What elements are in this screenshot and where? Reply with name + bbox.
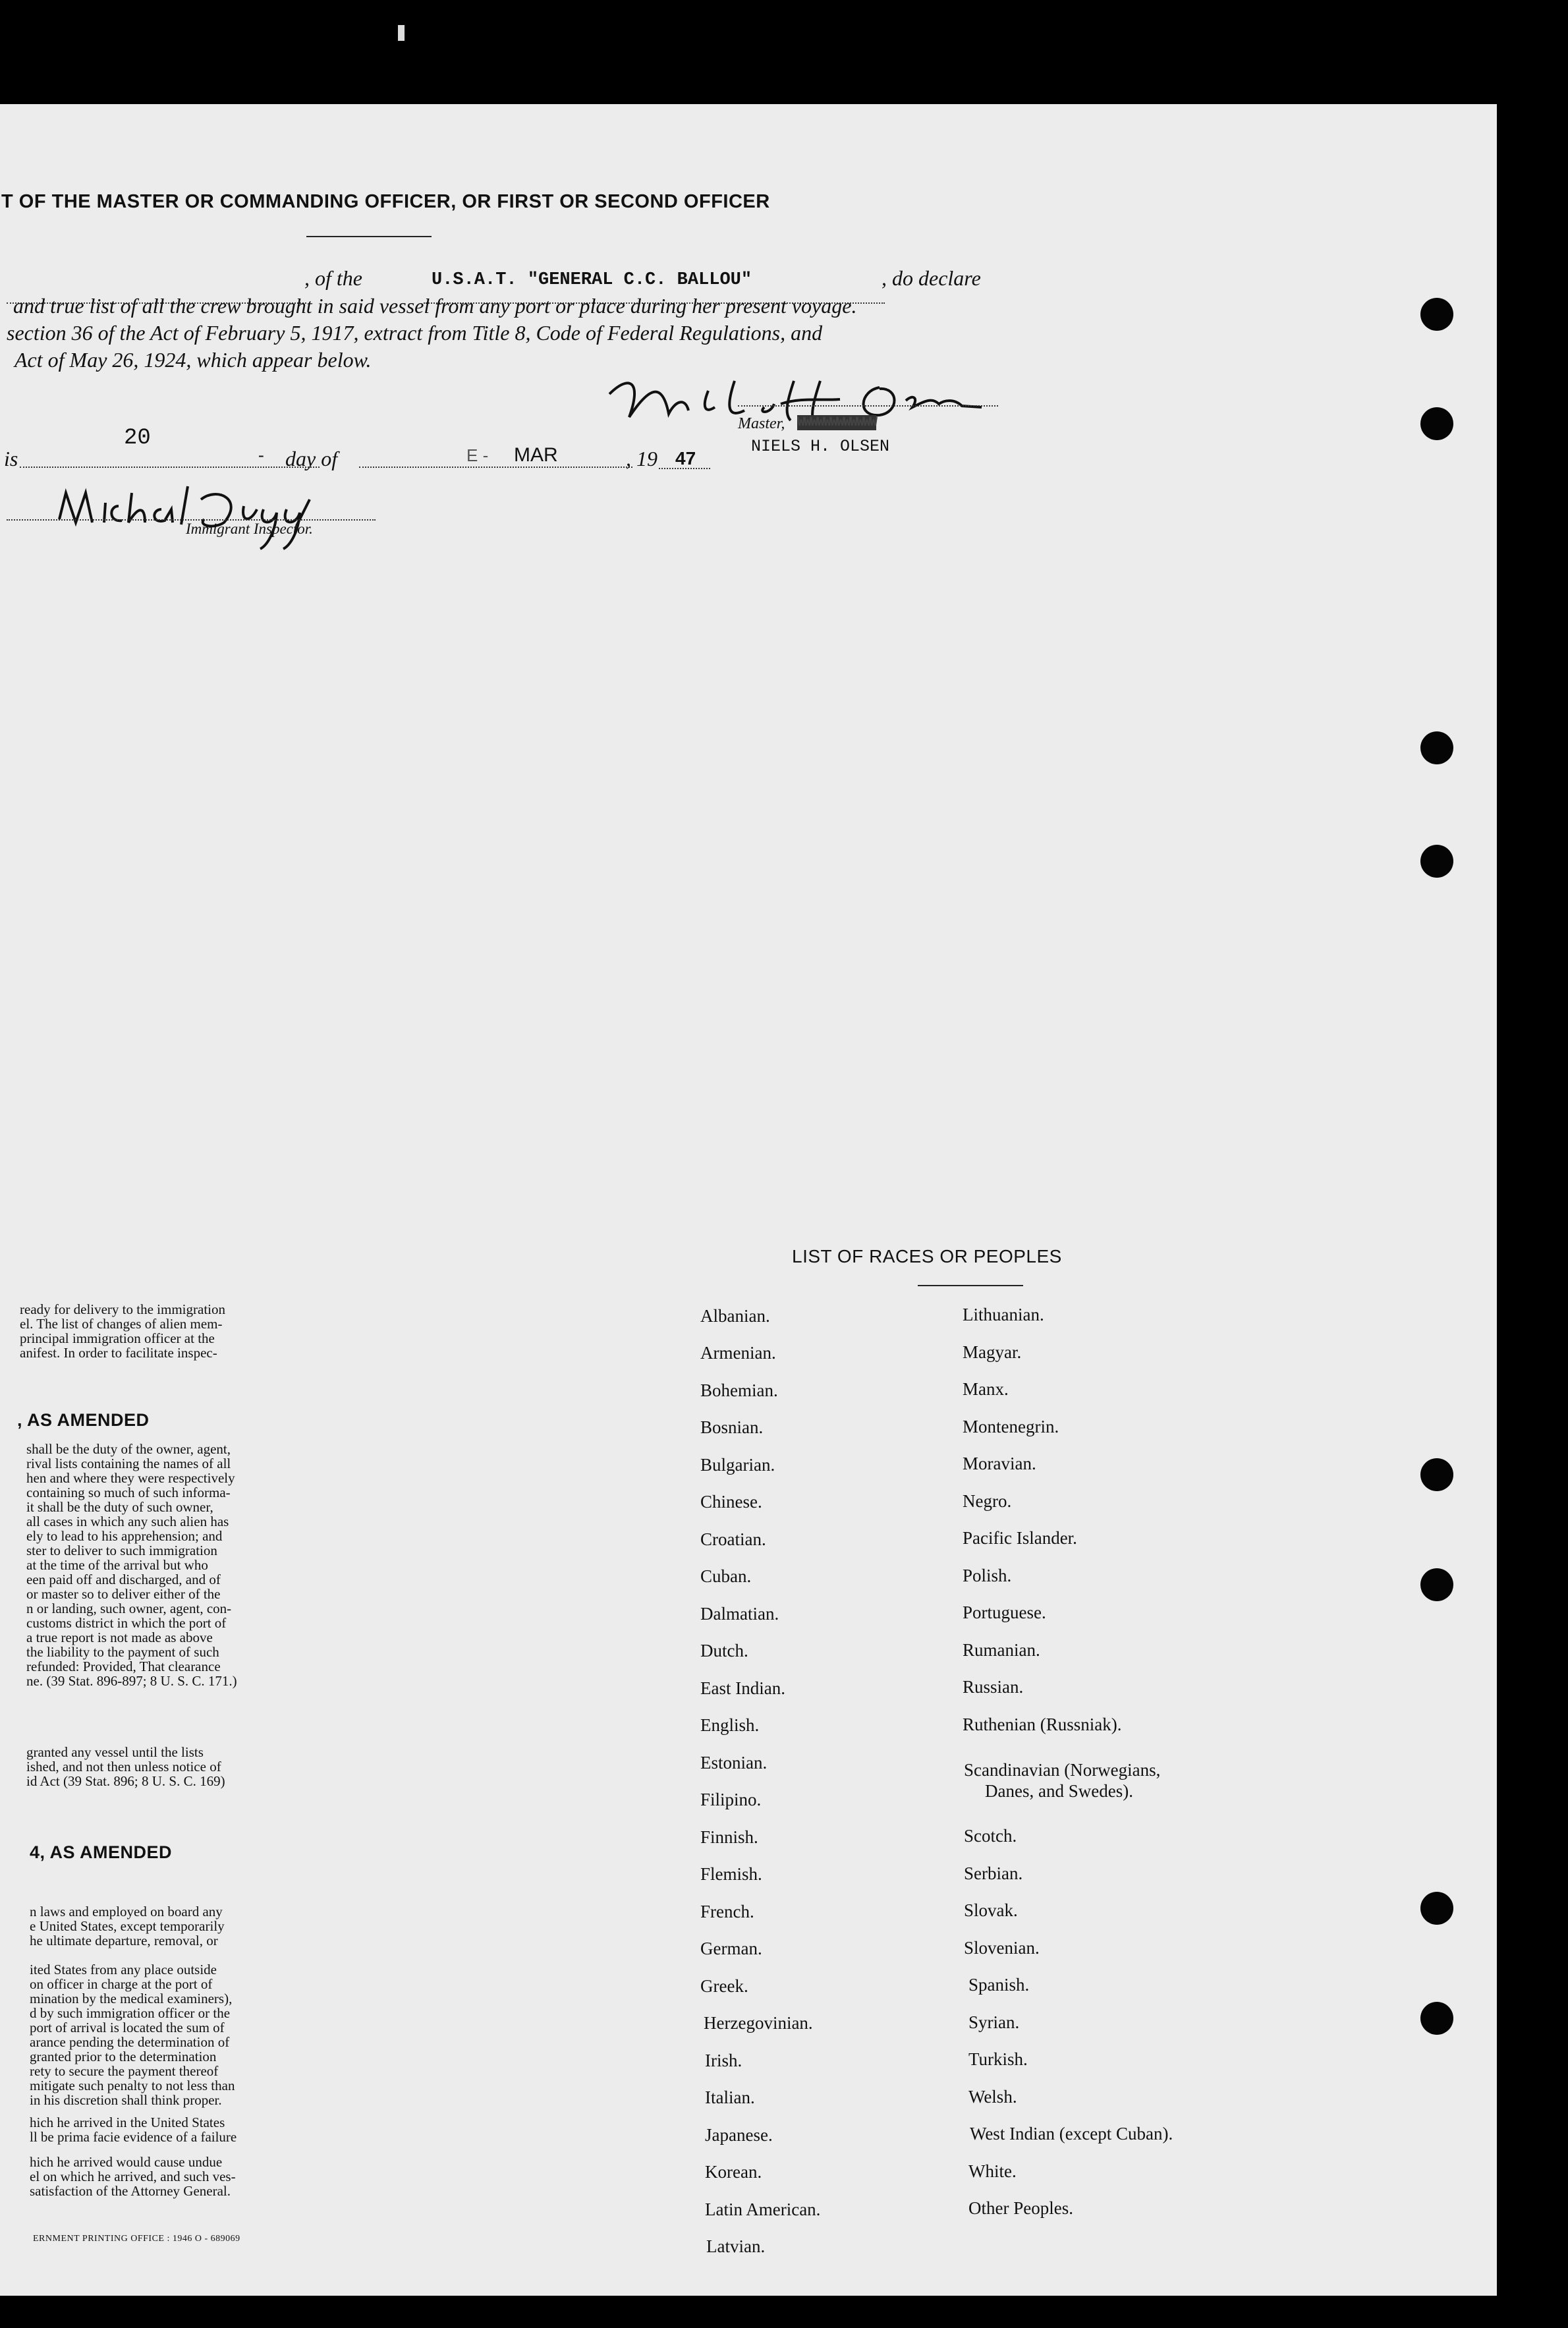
race-item: Negro. <box>963 1491 1012 1511</box>
race-item: Estonian. <box>700 1753 768 1773</box>
punch-hole <box>1420 1892 1453 1925</box>
master-printed-name: NIELS H. OLSEN <box>751 437 890 456</box>
race-item: Korean. <box>705 2162 762 2182</box>
race-item: Spanish. <box>968 1975 1030 1995</box>
legal-line: n or landing, such owner, agent, con- <box>26 1601 232 1616</box>
year-prefix: , 19 <box>626 447 658 470</box>
inspector-signature <box>46 473 349 559</box>
race-item: Armenian. <box>700 1343 776 1363</box>
legal-line: on officer in charge at the port of <box>30 1976 213 1992</box>
race-item: Italian. <box>705 2087 755 2107</box>
legal-line: containing so much of such informa- <box>26 1485 231 1500</box>
legal-line: at the time of the arrival but who <box>26 1557 208 1573</box>
legal-line: in his discretion shall think proper. <box>30 2092 222 2108</box>
declaration-line-4: Act of May 26, 1924, which appear below. <box>14 348 372 372</box>
legal-line: refunded: Provided, That clearance <box>26 1659 221 1674</box>
races-title: LIST OF RACES OR PEOPLES <box>792 1246 1062 1266</box>
race-item: Cuban. <box>700 1566 752 1586</box>
legal-line: n laws and employed on board any <box>30 1904 223 1919</box>
heading-underline <box>306 236 432 237</box>
race-item: Ruthenian (Russniak). <box>963 1715 1122 1734</box>
race-item: Pacific Islander. <box>963 1528 1077 1548</box>
race-item: Flemish. <box>700 1864 762 1884</box>
race-item: Scotch. <box>964 1826 1017 1846</box>
legal-line: arance pending the determination of <box>30 2034 230 2050</box>
race-item: West Indian (except Cuban). <box>970 2124 1173 2143</box>
declaration-line-2: and true list of all the crew brought in said vessel from any port or place during her present voyage. <box>13 294 857 318</box>
race-item: Bohemian. <box>700 1380 778 1400</box>
legal-line: mitigate such penalty to not less than <box>30 2078 235 2093</box>
legal-line: he ultimate departure, removal, or <box>30 1933 218 1948</box>
month-value: MAR <box>514 444 558 466</box>
race-item: Portuguese. <box>963 1603 1046 1622</box>
legal-line: or master so to deliver either of the <box>26 1586 221 1602</box>
race-item: Manx. <box>963 1379 1009 1399</box>
punch-hole <box>1420 2002 1453 2035</box>
master-struck-text: WWWWWWWWWWWW <box>797 415 877 430</box>
legal-line: granted any vessel until the lists <box>26 1744 204 1760</box>
race-item: Danes, and Swedes). <box>985 1781 1133 1801</box>
legal-line: granted prior to the determination <box>30 2049 217 2064</box>
race-item: Dutch. <box>700 1641 748 1661</box>
legal-line: hich he arrived in the United States <box>30 2115 225 2130</box>
legal-line: customs district in which the port of <box>26 1615 227 1631</box>
race-item: Bulgarian. <box>700 1455 775 1475</box>
race-item: German. <box>700 1939 762 1958</box>
race-item: French. <box>700 1902 754 1921</box>
race-item: Irish. <box>705 2051 742 2070</box>
legal-line: the liability to the payment of such <box>26 1644 219 1660</box>
punch-hole <box>1420 1458 1453 1491</box>
of-the-text: , of the <box>304 266 362 290</box>
legal-line: mination by the medical examiners), <box>30 1991 233 2006</box>
race-item: Rumanian. <box>963 1640 1040 1660</box>
inspector-label: Immigrant Inspector. <box>186 521 313 537</box>
legal-line: el on which he arrived, and such ves- <box>30 2169 236 2184</box>
race-item: Croatian. <box>700 1529 766 1549</box>
section2-heading: 4, AS AMENDED <box>30 1842 173 1862</box>
race-item: Chinese. <box>700 1492 762 1512</box>
race-item: Serbian. <box>964 1863 1023 1883</box>
race-item: Slovenian. <box>964 1938 1040 1958</box>
punch-hole <box>1420 731 1453 764</box>
legal-line: ely to lead to his apprehension; and <box>26 1528 223 1544</box>
legal-line: ll be prima facie evidence of a failure <box>30 2129 237 2145</box>
race-item: Japanese. <box>705 2125 773 2145</box>
year-value: 47 <box>675 448 696 468</box>
race-item: Latvian. <box>706 2236 766 2256</box>
race-item: Scandinavian (Norwegians, <box>964 1760 1161 1780</box>
legal-line: el. The list of changes of alien mem- <box>20 1316 223 1332</box>
legal-line: it shall be the duty of such owner, <box>26 1499 213 1515</box>
legal-line: ready for delivery to the immigration <box>20 1301 225 1317</box>
race-item: Slovak. <box>964 1900 1018 1920</box>
punch-hole <box>1420 1568 1453 1601</box>
day-dash: - <box>258 445 264 465</box>
declaration-line-3: section 36 of the Act of February 5, 1917, extract from Title 8, Code of Federal Regulations, and <box>7 321 823 345</box>
legal-line: id Act (39 Stat. 896; 8 U. S. C. 169) <box>26 1773 225 1789</box>
master-signature <box>603 361 985 434</box>
race-item: East Indian. <box>700 1678 785 1698</box>
legal-line: anifest. In order to facilitate inspec- <box>20 1345 217 1361</box>
day-value: 20 <box>124 426 151 451</box>
legal-line: hen and where they were respectively <box>26 1470 235 1486</box>
legal-line: a true report is not made as above <box>26 1630 213 1645</box>
races-title-underline <box>918 1285 1023 1286</box>
legal-line: rival lists containing the names of all <box>26 1456 231 1471</box>
race-item: Latin American. <box>705 2200 821 2219</box>
day-of-text: day of <box>285 447 338 470</box>
legal-line: ster to deliver to such immigration <box>26 1543 217 1558</box>
month-blank <box>359 465 632 468</box>
legal-line: port of arrival is located the sum of <box>30 2020 225 2035</box>
race-item: Other Peoples. <box>968 2198 1073 2218</box>
race-item: Albanian. <box>700 1306 770 1326</box>
do-declare-text: , do declare <box>882 266 981 290</box>
legal-line: all cases in which any such alien has <box>26 1514 229 1529</box>
legal-line: ited States from any place outside <box>30 1962 217 1977</box>
legal-line: rety to secure the payment thereof <box>30 2063 219 2079</box>
race-item: White. <box>968 2161 1017 2181</box>
legal-line: satisfaction of the Attorney General. <box>30 2183 231 2199</box>
race-item: Filipino. <box>700 1790 762 1809</box>
race-item: Russian. <box>963 1677 1024 1697</box>
race-item: Welsh. <box>968 2087 1017 2107</box>
legal-line: e United States, except temporarily <box>30 1918 225 1934</box>
legal-line: ne. (39 Stat. 896-897; 8 U. S. C. 171.) <box>26 1673 237 1689</box>
race-item: Bosnian. <box>700 1417 764 1437</box>
master-label: Master, <box>738 415 785 432</box>
race-item: Turkish. <box>968 2049 1028 2069</box>
form-heading: T OF THE MASTER OR COMMANDING OFFICER, OR FIRST OR SECOND OFFICER <box>1 191 770 212</box>
punch-hole <box>1420 407 1453 440</box>
punch-hole <box>1420 845 1453 878</box>
crew-list-form-page <box>0 104 1497 2296</box>
race-item: Montenegrin. <box>963 1417 1059 1436</box>
top-mark <box>398 25 405 41</box>
race-item: Moravian. <box>963 1454 1036 1473</box>
race-item: English. <box>700 1715 760 1735</box>
master-signature-line <box>738 404 998 407</box>
race-item: Dalmatian. <box>700 1604 779 1624</box>
legal-line: d by such immigration officer or the <box>30 2005 231 2021</box>
race-item: Magyar. <box>963 1342 1022 1362</box>
printer-imprint: ERNMENT PRINTING OFFICE : 1946 O - 689069 <box>33 2234 240 2244</box>
legal-line: ished, and not then unless notice of <box>26 1759 221 1774</box>
race-item: Polish. <box>963 1566 1012 1585</box>
race-item: Lithuanian. <box>963 1305 1044 1324</box>
race-item: Finnish. <box>700 1827 758 1847</box>
legal-line: een paid off and discharged, and of <box>26 1572 221 1587</box>
legal-line: shall be the duty of the owner, agent, <box>26 1441 231 1457</box>
race-item: Greek. <box>700 1976 748 1996</box>
month-mark: E - <box>466 445 489 465</box>
date-prefix: is <box>4 447 18 470</box>
punch-hole <box>1420 298 1453 331</box>
legal-line: principal immigration officer at the <box>20 1330 215 1346</box>
race-item: Herzegovinian. <box>704 2013 813 2033</box>
vessel-name: U.S.A.T. "GENERAL C.C. BALLOU" <box>432 270 752 290</box>
legal-line: hich he arrived would cause undue <box>30 2154 223 2170</box>
race-item: Syrian. <box>968 2012 1020 2032</box>
section1-heading: , AS AMENDED <box>17 1410 150 1430</box>
day-blank <box>20 465 320 468</box>
